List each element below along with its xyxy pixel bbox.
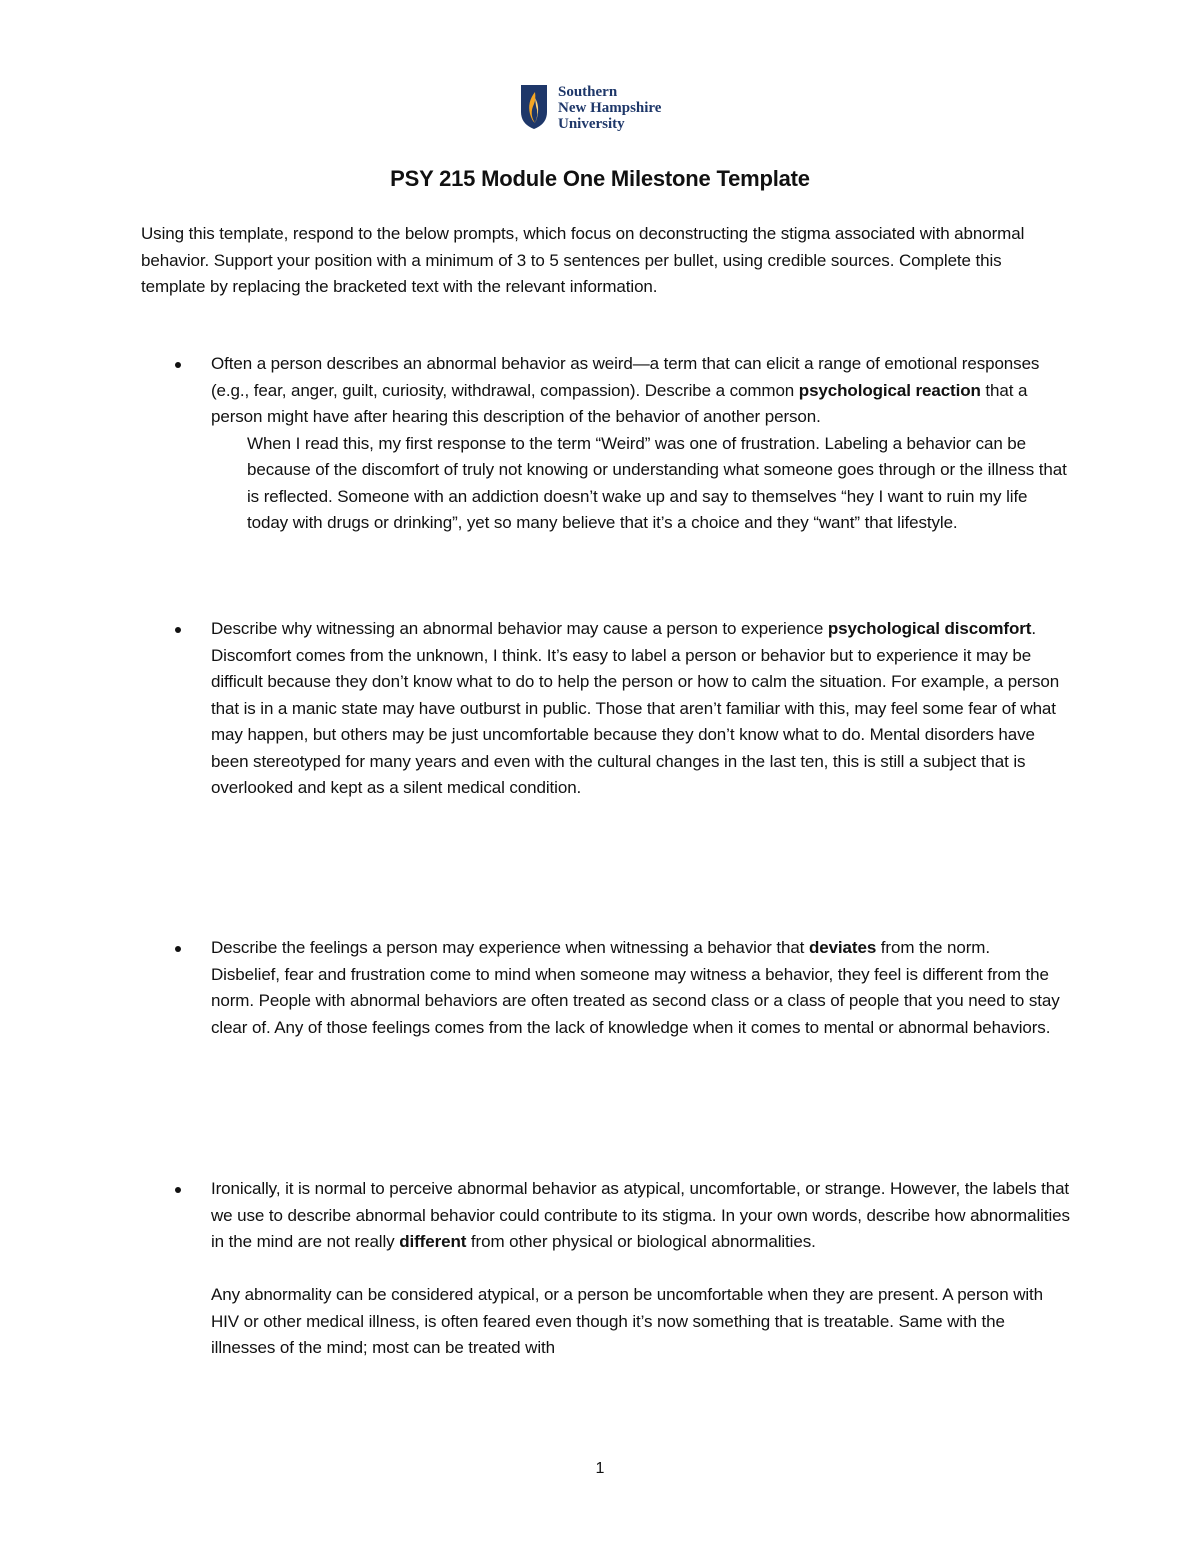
university-logo	[520, 84, 700, 134]
bullet-item-2	[211, 616, 1071, 802]
bullet-item-4	[211, 1176, 1071, 1362]
bullet-answer: Discomfort comes from the unknown, I think. It’s easy to label a person or behavior but to experience it may be difficult because they don’t know what to do to help the person or how to calm the situation. For example, a person that is in a manic state may have outburst in public. Those that aren’t familiar with this, may feel some fear of what may happen, but others may be just uncomfortable because they don’t know what to do. Mental disorders have been stereotyped for many years and even with the cultural changes in the last ten, this is still a subject that is overlooked and kept as a silent medical condition.	[211, 645, 1060, 797]
prompt-text: .	[1031, 619, 1036, 638]
bullet-item-3	[211, 935, 1071, 1041]
prompt-text: Describe the feelings a person may experience when witnessing a behavior that	[211, 938, 809, 957]
bullet-answer: When I read this, my first response to the term “Weird” was one of frustration. Labeling a behavior can be because of the discomfort of truly not knowing or understanding what someone goes through or the illness that is reflected. Someone with an addiction doesn’t wake up and say to themselves “hey I want to ruin my life today with drugs or drinking”, yet so many believe that it’s a choice and they “want” that lifestyle.	[247, 433, 1067, 532]
prompt-text: from other physical or biological abnormalities.	[466, 1232, 816, 1251]
page-number: 1	[595, 1460, 605, 1477]
logo-line-3: University	[558, 116, 625, 132]
bullet-prompt	[211, 616, 1071, 643]
intro-paragraph: Using this template, respond to the below prompts, which focus on deconstructing the stigma associated with abnormal behavior. Support your position with a minimum of 3 to 5 sentences per bullet, using credible sources. Complete this template by replacing the bracketed text with the relevant information.	[141, 224, 1025, 296]
bullet-prompt	[211, 1176, 1071, 1256]
bullet-answer: Disbelief, fear and frustration come to mind when someone may witness a behavior, they feel is different from the norm. People with abnormal behaviors are often treated as second class or a class of people that you need to stay clear of. Any of those feelings comes from the lack of knowledge when it comes to mental or abnormal behaviors.	[211, 964, 1060, 1037]
prompt-text: that a person might have after hearing this description of the behavior of another person.	[211, 380, 1028, 426]
bullet-dot-icon	[175, 627, 181, 633]
prompt-text: from the norm.	[876, 938, 990, 957]
logo-line-2: New Hampshire	[558, 100, 662, 116]
logo-line-1: Southern	[558, 84, 618, 100]
prompt-text: Often a person describes an abnormal behavior as weird—a term that can elicit a range of emotional responses (e.g., fear, anger, guilt, curiosity, withdrawal, compassion). Describe a common	[211, 354, 1040, 400]
logo-wordmark	[558, 84, 661, 132]
prompt-key-term: different	[399, 1232, 467, 1251]
prompt-text: Describe why witnessing an abnormal behavior may cause a person to experience	[211, 619, 828, 638]
bullet-prompt	[211, 935, 1071, 962]
bullet-item-1	[211, 351, 1071, 537]
document-title: PSY 215 Module One Milestone Template	[390, 166, 810, 191]
bullet-prompt	[211, 351, 1071, 431]
bullet-dot-icon	[175, 1187, 181, 1193]
snhu-shield-icon	[520, 84, 548, 130]
prompt-key-term: deviates	[808, 938, 877, 957]
bullet-dot-icon	[175, 946, 181, 952]
bullet-dot-icon	[175, 362, 181, 368]
prompt-key-term: psychological reaction	[798, 380, 981, 400]
prompt-key-term: psychological discomfort	[827, 619, 1032, 638]
prompt-text: Ironically, it is normal to perceive abnormal behavior as atypical, uncomfortable, or strange. However, the labels that we use to describe abnormal behavior could contribute to its stigma. In your own words, describe how abnormalities in the mind are not really	[211, 1179, 1070, 1251]
bullet-answer: Any abnormality can be considered atypical, or a person be uncomfortable when they are present. A person with HIV or other medical illness, is often feared even though it’s now something that is treatable. Same with the illnesses of the mind; most can be treated with	[211, 1285, 1044, 1357]
